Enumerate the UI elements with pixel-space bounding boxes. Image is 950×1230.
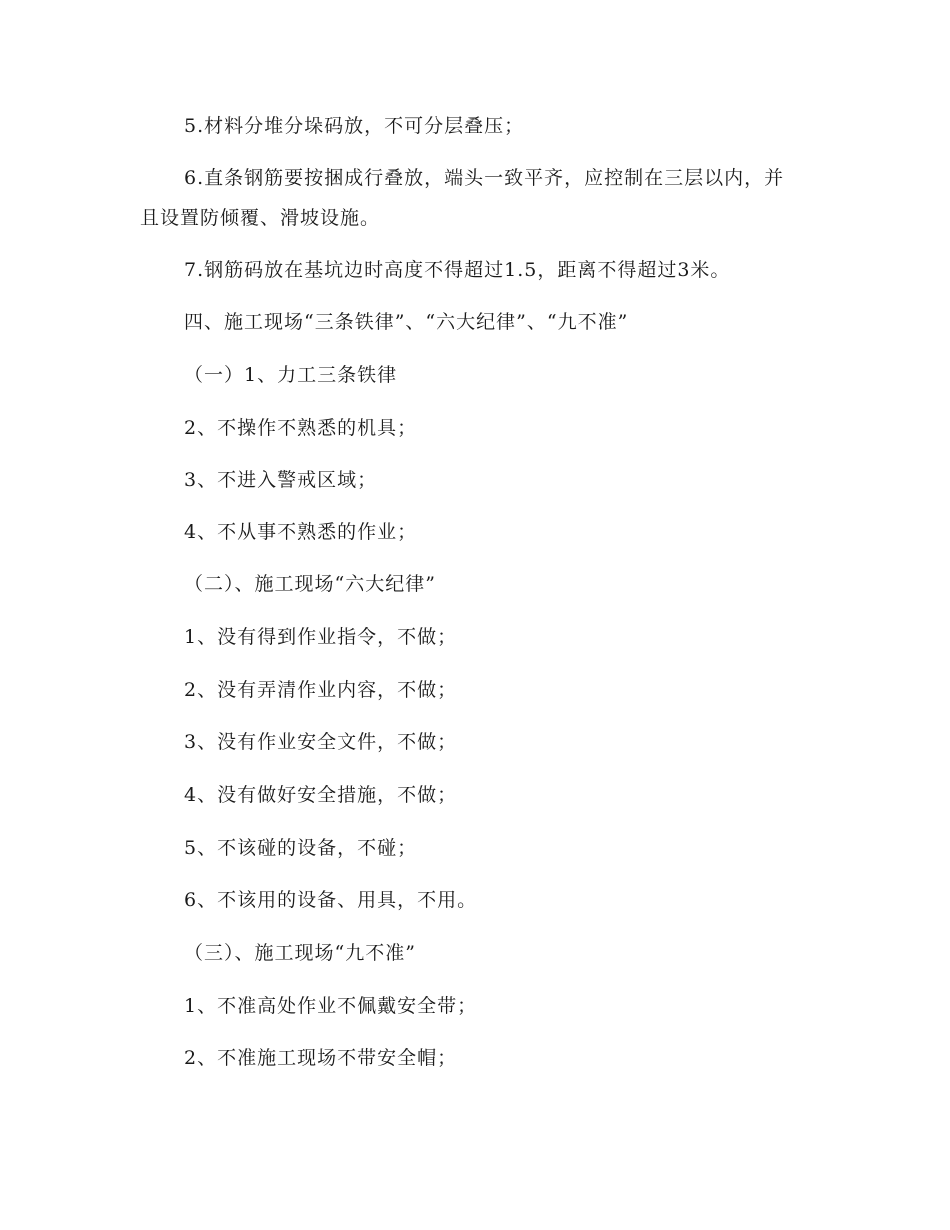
list-item: 1、不准高处作业不佩戴安全带；: [184, 995, 478, 1017]
subsection-heading-three: （三）、施工现场“九不准”: [184, 942, 416, 964]
paragraph-material-stacking: 5.材料分堆分垛码放，不可分层叠压；: [184, 115, 525, 137]
list-item: 1、没有得到作业指令，不做；: [184, 626, 458, 648]
list-item: 4、没有做好安全措施，不做；: [184, 784, 458, 806]
list-item: 6、不该用的设备、用具，不用。: [184, 889, 478, 911]
list-item: 5、不该碰的设备，不碰；: [184, 837, 418, 859]
paragraph-rebar-stacking: 6.直条钢筋要按捆成行叠放，端头一致平齐，应控制在三层以内，并且设置防倾覆、滑坡设施。: [140, 167, 785, 229]
list-item: 2、不操作不熟悉的机具；: [184, 417, 418, 439]
list-item: 3、没有作业安全文件，不做；: [184, 731, 458, 753]
list-item: 2、没有弄清作业内容，不做；: [184, 679, 458, 701]
list-item: 3、不进入警戒区域；: [184, 469, 378, 491]
list-item: 4、不从事不熟悉的作业；: [184, 521, 418, 543]
section-heading-four: 四、施工现场“三条铁律”、“六大纪律”、“九不准”: [184, 311, 629, 333]
list-item: 2、不准施工现场不带安全帽；: [184, 1047, 458, 1069]
subsection-heading-two: （二）、施工现场“六大纪律”: [184, 573, 436, 595]
subsection-heading-one: （一）1、力工三条铁律: [184, 364, 398, 386]
paragraph-rebar-pit-edge: 7.钢筋码放在基坑边时高度不得超过1.5，距离不得超过3米。: [184, 259, 731, 281]
